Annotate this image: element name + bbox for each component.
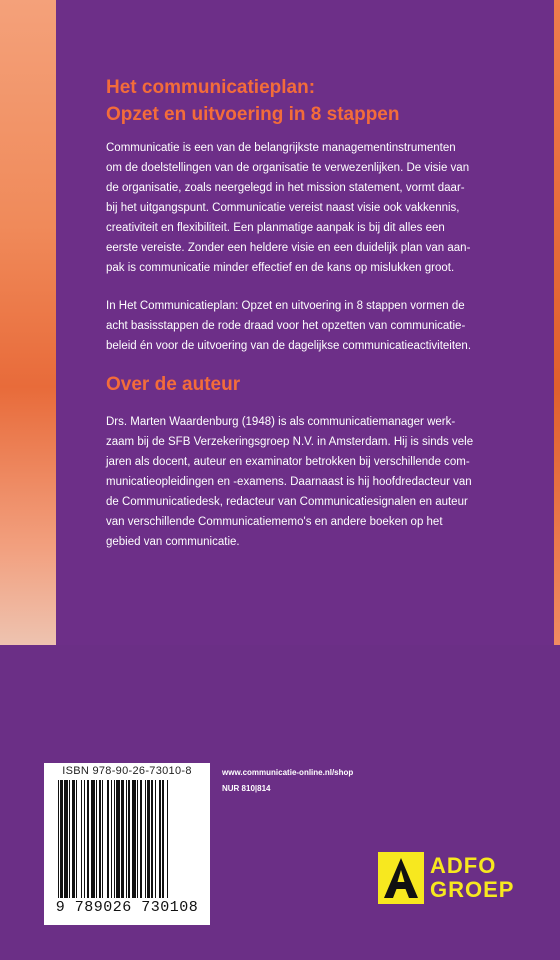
description-paragraph: Communicatie is een van de belangrijkste managementinstrumenten om de doelstellingen van de organisatie te verwezenlijken. De visie van de organisatie, zoals neergelegd in het mission statement, vormt daar- bij het uitgangspunt. Communicatie vereist naast visie ook vakkennis, creativiteit en flexibiliteit. Een planmatige aanpak is bij dit alles een eerste vereiste. Zonder een heldere visie en een duidelijk plan van aan- pak is communicatie minder effectief en de kans op mislukken groot.: [106, 142, 471, 274]
title-line-2: Opzet en uitvoering in 8 stappen: [106, 104, 400, 125]
title-line-1: Het communicatieplan:: [106, 77, 316, 98]
publisher-name: ADFO GROEP: [430, 853, 515, 902]
barcode-bars: [58, 780, 198, 898]
publisher-logo: [378, 852, 528, 912]
author-paragraph: Drs. Marten Waardenburg (1948) is als communicatiemanager werk- zaam bij de SFB Verzekeringsgroep N.V. in Amsterdam. Hij is sinds vele jaren als docent, auteur en examinator betrokken bij verschillende com- municatieopleidingen en -examens. Daarnaast is hij hoofdredacteur van de Communicatiedesk, redacteur van Communicatiesignalen en auteur van verschillende Communicatiememo's en andere boeken op het gebied van communicatie.: [106, 416, 474, 548]
orange-side-band: [0, 0, 56, 645]
isbn-barcode: [44, 763, 210, 925]
author-heading: Over de auteur: [106, 374, 241, 395]
ean-number: 9 789026 730108: [55, 899, 199, 916]
book-title: [106, 74, 522, 128]
orange-right-edge: [554, 0, 560, 645]
steps-paragraph: In Het Communicatieplan: Opzet en uitvoering in 8 stappen vormen de acht basisstappen de rode draad voor het opzetten van communicatie- beleid én voor de uitvoering van de dagelijkse communicatieactiviteiten.: [106, 300, 472, 352]
publisher-a-icon: [378, 852, 424, 904]
website-url: www.communicatie-online.nl/shop: [222, 768, 354, 777]
isbn-number: ISBN 978-90-26-73010-8: [62, 765, 192, 777]
back-cover-text: [106, 74, 522, 552]
nur-code: NUR 810|814: [222, 784, 271, 793]
